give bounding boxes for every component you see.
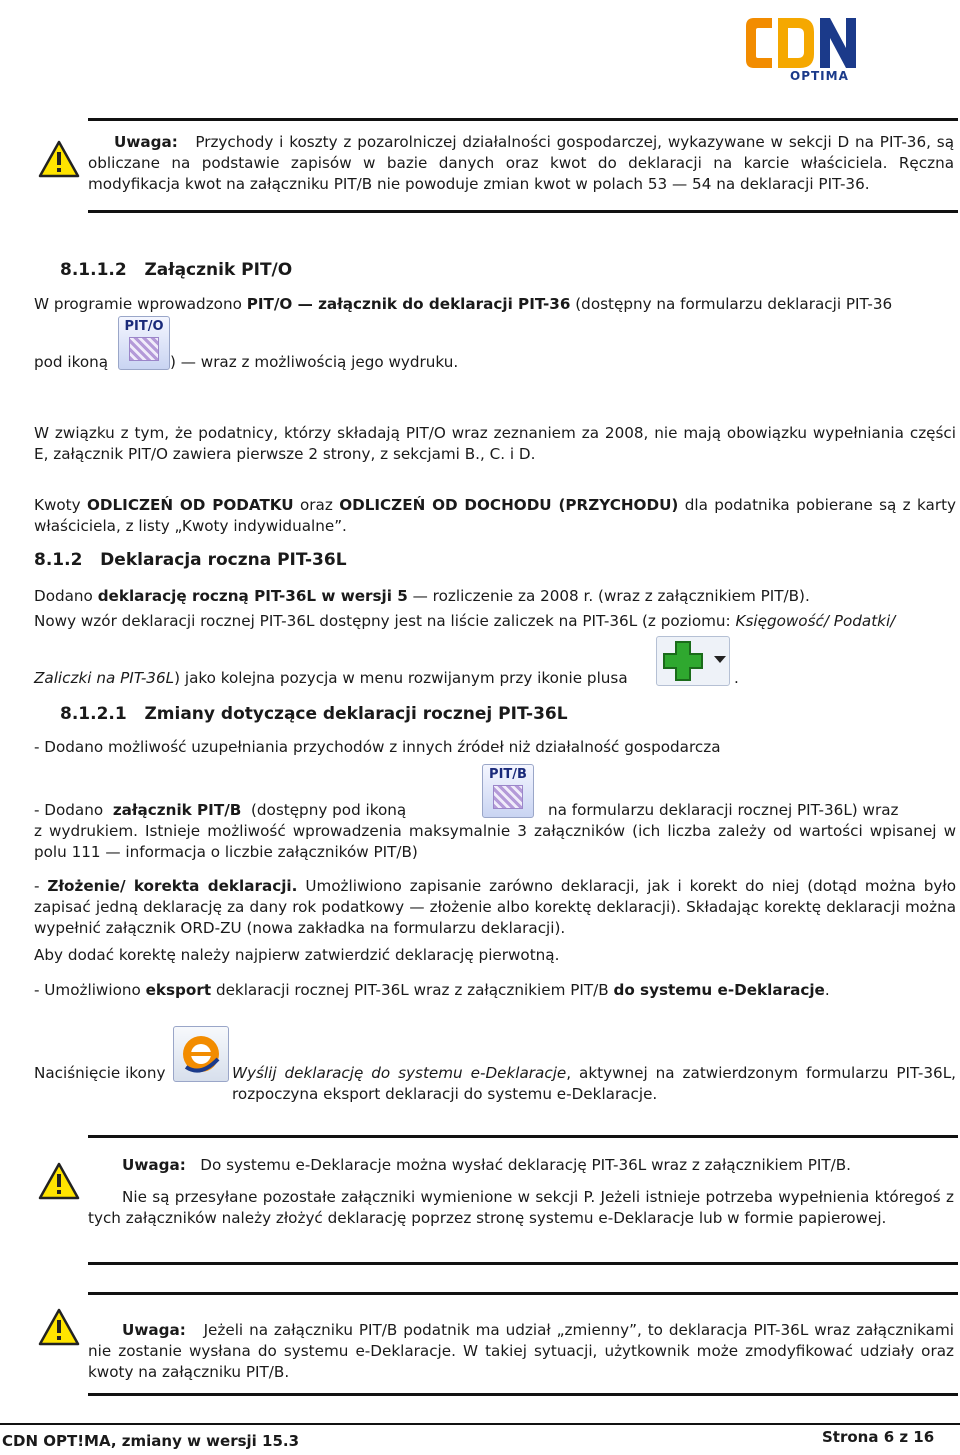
zmiany-item6-b: Wyślij deklarację do systemu e-Deklaracje, aktywnej na zatwierdzonym formularzu PIT-36L, rozpoczyna eksport deklaracji do systemu e-Deklaracje.	[232, 1064, 956, 1103]
e-deklaracje-send-button[interactable]	[173, 1026, 229, 1082]
pit-36l-para2-cont: Zaliczki na PIT-36L) jako kolejna pozycja w menu rozwijanym przy ikonie plusa	[34, 669, 628, 687]
warning-icon	[38, 1308, 80, 1346]
pit-o-icon[interactable]: PIT/O	[118, 316, 170, 370]
note3-top-rule	[88, 1292, 958, 1295]
note3-text: Uwaga: Jeżeli na załączniku PIT/B podatnik ma udział „zmienny”, to deklaracja PIT-36L wraz załącznikami nie zostanie wysłana do systemu e-Deklaracje. W takiej sytuacji, użytkownik może zmodyfikować udziały oraz kwoty na załączniku PIT/B.	[88, 1321, 954, 1381]
e-deklaracje-icon	[176, 1029, 226, 1079]
pit-36l-para2-end: .	[734, 669, 739, 687]
section-heading-pit-36l: 8.1.2 Deklaracja roczna PIT-36L	[34, 550, 347, 570]
zmiany-item6-a: Naciśnięcie ikony	[34, 1064, 166, 1082]
note2-line1: Uwaga: Do systemu e-Deklaracje można wysłać deklarację PIT-36L wraz z załącznikiem PIT/B.	[122, 1156, 851, 1174]
zmiany-item2-a: - Dodano załącznik PIT/B (dostępny pod ikoną	[34, 801, 407, 819]
pit-b-icon[interactable]: PIT/B	[482, 764, 534, 818]
zmiany-item1: - Dodano możliwość uzupełniania przychodów z innych źródeł niż działalność gospodarcza	[34, 738, 721, 756]
footer-rule	[0, 1423, 960, 1425]
note1-bottom-rule	[88, 210, 958, 213]
pit-o-icon-line-end: ) — wraz z możliwością jego wydruku.	[170, 353, 459, 371]
note1-text: Uwaga: Przychody i koszty z pozarolniczej działalności gospodarczej, wykazywane w sekcji D na PIT-36, są obliczane na podstawie zapisów w bazie danych oraz kwot do deklaracji na karcie właściciela. Ręczna modyfikacja kwot na załączniku PIT/B nie powoduje zmian kwot w polach 53 — 54 na deklaracji PIT-36.	[88, 133, 955, 193]
warning-icon	[38, 140, 80, 178]
section-heading-zmiany: 8.1.2.1 Zmiany dotyczące deklaracji rocznej PIT-36L	[60, 704, 568, 724]
note2-line2: Nie są przesyłane pozostałe załączniki wymienione w sekcji P. Jeżeli istnieje potrzeba wypełnienia któregoś z tych załączników należy złożyć deklarację poprzez stronę systemu e-Deklaracje lub w formie papierowej.	[88, 1188, 954, 1227]
note3-bottom-rule	[88, 1393, 958, 1396]
note2-top-rule	[88, 1135, 958, 1138]
section-heading-pit-o: 8.1.1.2 Załącznik PIT/O	[60, 260, 293, 280]
cdn-optima-logo	[738, 14, 862, 86]
chevron-down-icon	[713, 655, 727, 665]
zmiany-item3: - Złożenie/ korekta deklaracji. Umożliwiono zapisanie zarówno deklaracji, jak i korekt do niej (dotąd można było zapisać jedną deklarację za dany rok podatkowy — złożenie albo korektę deklaracji). Składając korektę deklaracji można wypełnić załącznik ORD-ZU (nowa zakładka na formularzu deklaracji).	[34, 877, 957, 937]
pit-36l-para2: Nowy wzór deklaracji rocznej PIT-36L dostępny jest na liście zaliczek na PIT-36L (z poziomu: Księgowość/ Podatki/	[34, 612, 896, 630]
zmiany-item5: - Umożliwiono eksport deklaracji rocznej PIT-36L wraz z załącznikiem PIT/B do systemu e-Deklaracje.	[34, 981, 830, 999]
pit-o-para3: Kwoty ODLICZEŃ OD PODATKU oraz ODLICZEŃ OD DOCHODU (PRZYCHODU) dla podatnika pobierane są z karty właściciela, z listy „Kwoty indywidualne”.	[34, 496, 957, 535]
note1-top-rule	[88, 118, 958, 121]
plus-icon	[659, 638, 707, 684]
pit-o-icon-line: pod ikoną	[34, 353, 109, 371]
zmiany-item4: Aby dodać korektę należy najpierw zatwierdzić deklarację pierwotną.	[34, 946, 560, 964]
footer-left: CDN OPT!MA, zmiany w wersji 15.3	[2, 1432, 300, 1450]
pit-36l-para1: Dodano deklarację roczną PIT-36L w wersji 5 — rozliczenie za 2008 r. (wraz z załącznikiem PIT/B).	[34, 587, 810, 605]
logo-subtitle: OPTIMA	[790, 69, 849, 83]
footer-page-number: Strona 6 z 16	[822, 1428, 935, 1446]
zmiany-item2-b: na formularzu deklaracji rocznej PIT-36L) wraz	[548, 801, 899, 819]
zmiany-item2-c: z wydrukiem. Istnieje możliwość wprowadzenia maksymalnie 3 załączników (ich liczba zależy od wartości wpisanej w polu 111 — informacja o liczbie załączników PIT/B)	[34, 822, 956, 861]
warning-icon	[38, 1162, 80, 1200]
pit-o-intro: W programie wprowadzono PIT/O — załącznik do deklaracji PIT-36 (dostępny na formularzu deklaracji PIT-36	[34, 295, 893, 313]
note2-bottom-rule	[88, 1262, 958, 1265]
plus-dropdown-button[interactable]	[656, 636, 730, 686]
pit-o-para2: W związku z tym, że podatnicy, którzy składają PIT/O wraz zeznaniem za 2008, nie mają obowiązku wypełniania części E, załącznik PIT/O zawiera pierwsze 2 strony, z sekcjami B., C. i D.	[34, 424, 956, 463]
